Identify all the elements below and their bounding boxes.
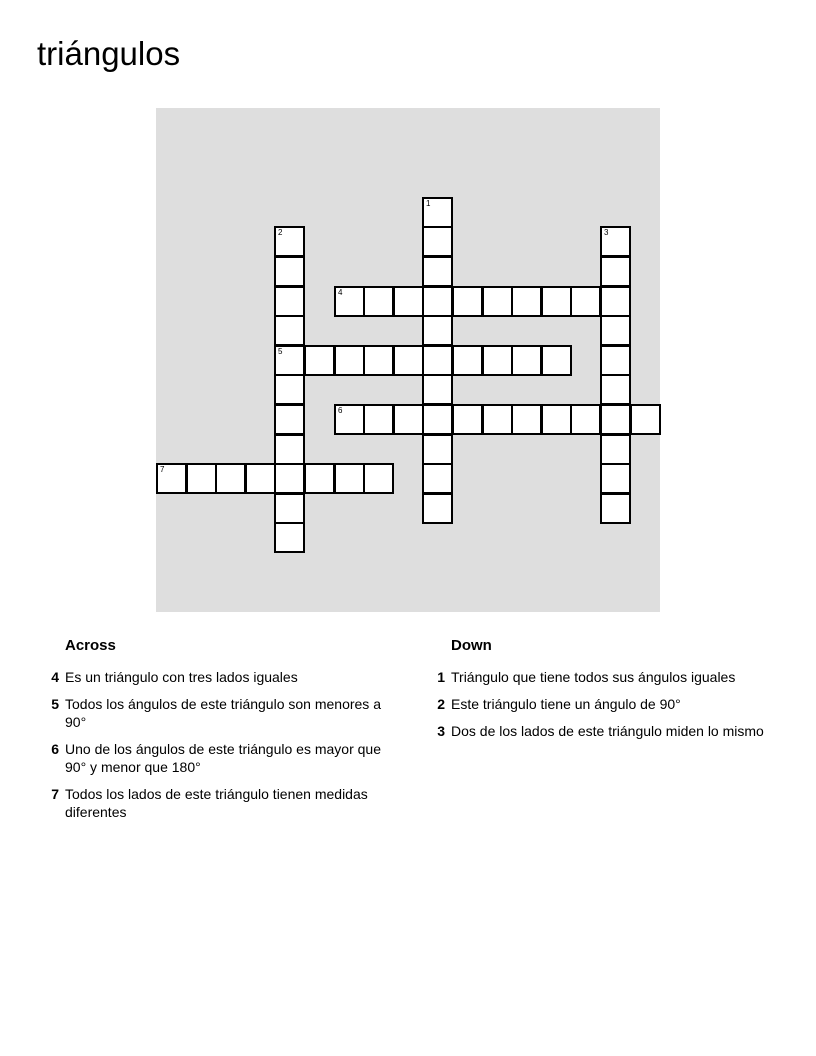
crossword-cell[interactable] bbox=[422, 434, 453, 465]
crossword-cell[interactable] bbox=[363, 345, 394, 376]
across-clue bbox=[42, 740, 402, 776]
crossword-cell[interactable] bbox=[274, 434, 305, 465]
cell-number: 2 bbox=[278, 228, 283, 237]
page-title: triángulos bbox=[37, 35, 181, 72]
cell-number: 7 bbox=[160, 465, 165, 474]
down-heading: Down bbox=[451, 637, 492, 654]
crossword-cell[interactable] bbox=[452, 404, 483, 435]
clue-text: Dos de los lados de este triángulo miden lo mismo bbox=[451, 723, 764, 739]
crossword-cell[interactable] bbox=[541, 286, 572, 317]
crossword-cell[interactable] bbox=[363, 404, 394, 435]
crossword-cell[interactable] bbox=[363, 286, 394, 317]
crossword-cell[interactable] bbox=[511, 345, 542, 376]
crossword-cell[interactable] bbox=[600, 463, 631, 494]
across-heading: Across bbox=[65, 637, 116, 654]
crossword-cell[interactable] bbox=[363, 463, 394, 494]
crossword-cell[interactable] bbox=[511, 404, 542, 435]
clue-text: Triángulo que tiene todos sus ángulos iguales bbox=[451, 669, 736, 685]
crossword-cell[interactable] bbox=[482, 345, 513, 376]
crossword-cell[interactable] bbox=[274, 493, 305, 524]
crossword-cell[interactable] bbox=[600, 226, 631, 257]
clue-number: 2 bbox=[437, 696, 445, 712]
clue-text: Todos los ángulos de este triángulo son menores a 90° bbox=[65, 696, 381, 730]
crossword-cell[interactable] bbox=[334, 345, 365, 376]
crossword-cell[interactable] bbox=[274, 286, 305, 317]
cell-number: 1 bbox=[426, 199, 431, 208]
crossword-cell[interactable] bbox=[274, 522, 305, 553]
crossword-cell[interactable] bbox=[511, 286, 542, 317]
clue-number: 1 bbox=[437, 669, 445, 685]
crossword-cell[interactable] bbox=[422, 463, 453, 494]
crossword-cell[interactable] bbox=[600, 345, 631, 376]
clue-text: Todos los lados de este triángulo tienen medidas diferentes bbox=[65, 786, 368, 820]
clue-number: 3 bbox=[437, 723, 445, 739]
clue-number: 7 bbox=[51, 786, 59, 802]
crossword-cell[interactable] bbox=[274, 345, 305, 376]
crossword-cell[interactable] bbox=[570, 404, 601, 435]
across-clue bbox=[42, 785, 402, 821]
crossword-cell[interactable] bbox=[422, 286, 453, 317]
cell-number: 6 bbox=[338, 406, 343, 415]
crossword-cell[interactable] bbox=[422, 493, 453, 524]
crossword-cell[interactable] bbox=[600, 315, 631, 346]
across-clue bbox=[42, 668, 402, 686]
crossword-cell[interactable] bbox=[393, 345, 424, 376]
crossword-cell[interactable] bbox=[274, 315, 305, 346]
down-clue bbox=[428, 668, 788, 686]
crossword-cell[interactable] bbox=[541, 345, 572, 376]
crossword-cell[interactable] bbox=[541, 404, 572, 435]
crossword-cell[interactable] bbox=[274, 256, 305, 287]
crossword-cell[interactable] bbox=[422, 256, 453, 287]
crossword-cell[interactable] bbox=[274, 374, 305, 405]
down-clue bbox=[428, 695, 788, 713]
clue-text: Este triángulo tiene un ángulo de 90° bbox=[451, 696, 681, 712]
crossword-cell[interactable] bbox=[304, 345, 335, 376]
crossword-cell[interactable] bbox=[482, 286, 513, 317]
crossword-cell[interactable] bbox=[570, 286, 601, 317]
crossword-cell[interactable] bbox=[422, 374, 453, 405]
clue-number: 4 bbox=[51, 669, 59, 685]
crossword-cell[interactable] bbox=[422, 315, 453, 346]
clue-text: Uno de los ángulos de este triángulo es mayor que 90° y menor que 180° bbox=[65, 741, 381, 775]
across-clues bbox=[42, 635, 402, 830]
crossword-cell[interactable] bbox=[186, 463, 217, 494]
crossword-cell[interactable] bbox=[156, 463, 187, 494]
clue-number: 6 bbox=[51, 741, 59, 757]
cell-number: 3 bbox=[604, 228, 609, 237]
cell-number: 4 bbox=[338, 288, 343, 297]
cell-number: 5 bbox=[278, 347, 283, 356]
crossword-cell[interactable] bbox=[334, 463, 365, 494]
crossword-cell[interactable] bbox=[245, 463, 276, 494]
crossword-cell[interactable] bbox=[452, 286, 483, 317]
down-clues bbox=[428, 635, 788, 749]
across-clue bbox=[42, 695, 402, 731]
crossword-cell[interactable] bbox=[600, 493, 631, 524]
crossword-cell[interactable] bbox=[422, 197, 453, 228]
crossword-cell[interactable] bbox=[630, 404, 661, 435]
crossword-cell[interactable] bbox=[393, 286, 424, 317]
crossword-cell[interactable] bbox=[274, 226, 305, 257]
crossword-cell[interactable] bbox=[274, 463, 305, 494]
crossword-cell[interactable] bbox=[482, 404, 513, 435]
crossword-cell[interactable] bbox=[600, 434, 631, 465]
crossword-cell[interactable] bbox=[215, 463, 246, 494]
crossword-cell[interactable] bbox=[600, 286, 631, 317]
crossword-cell[interactable] bbox=[422, 226, 453, 257]
down-clue bbox=[428, 722, 788, 740]
crossword-cell[interactable] bbox=[334, 286, 365, 317]
clue-text: Es un triángulo con tres lados iguales bbox=[65, 669, 298, 685]
crossword-cell[interactable] bbox=[600, 256, 631, 287]
crossword-cell[interactable] bbox=[334, 404, 365, 435]
crossword-cell[interactable] bbox=[422, 404, 453, 435]
crossword-cell[interactable] bbox=[600, 404, 631, 435]
crossword-cell[interactable] bbox=[452, 345, 483, 376]
crossword-cell[interactable] bbox=[274, 404, 305, 435]
crossword-cell[interactable] bbox=[304, 463, 335, 494]
clue-number: 5 bbox=[51, 696, 59, 712]
crossword-cell[interactable] bbox=[600, 374, 631, 405]
crossword-cell[interactable] bbox=[422, 345, 453, 376]
crossword-cell[interactable] bbox=[393, 404, 424, 435]
crossword-grid bbox=[156, 108, 660, 612]
